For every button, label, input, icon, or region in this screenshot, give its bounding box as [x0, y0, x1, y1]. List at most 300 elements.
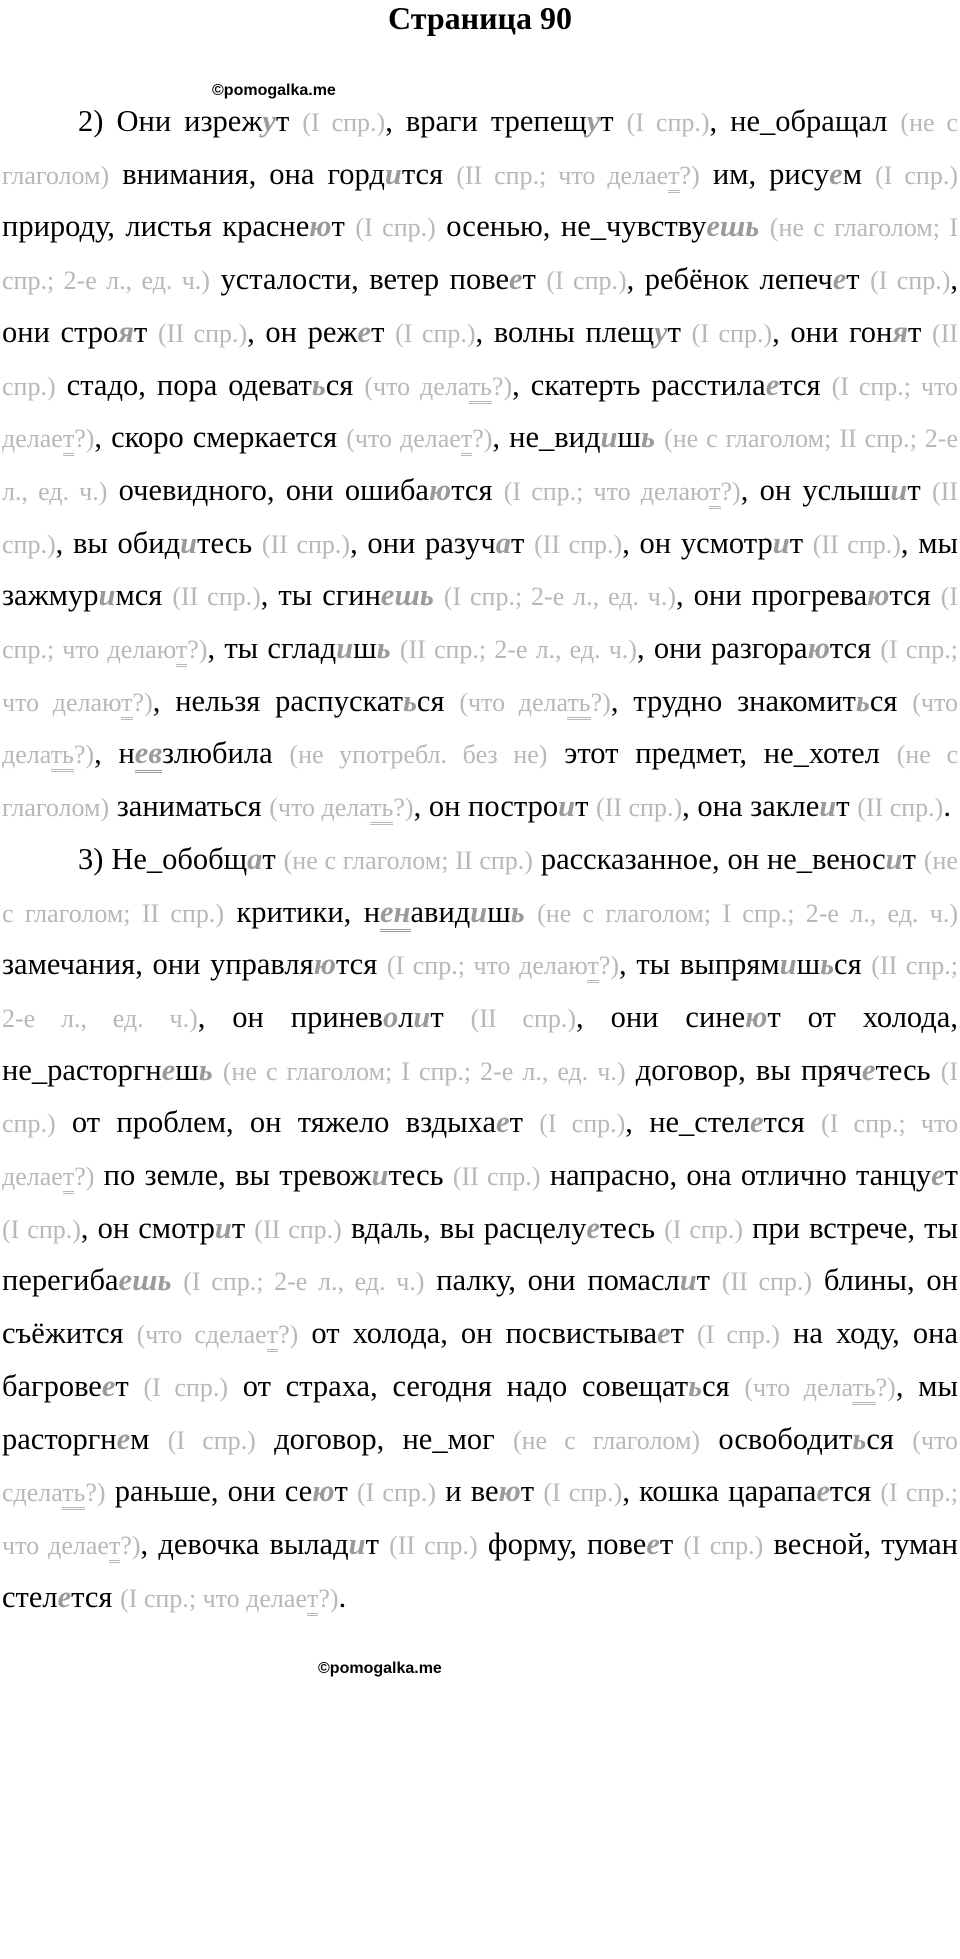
grammar-note: (I спр.; что делаю [2, 582, 959, 665]
highlighted-letter: и [679, 1263, 697, 1298]
text-run: весной, туман стел [2, 1526, 958, 1614]
grammar-note: (I спр.) [2, 1056, 959, 1139]
grammar-note: (II спр.; 2-е л., ед. ч.) [399, 635, 637, 665]
text-run: на ходу, она багрове [2, 1316, 958, 1403]
grammar-note: (не с глаголом) [2, 740, 958, 823]
text-run: т [522, 262, 547, 297]
text-run: напрасно, она отлично танцу [540, 1158, 932, 1193]
text-run: т [430, 999, 471, 1034]
highlighted-letter: ю [745, 999, 768, 1034]
text-run: т [659, 1526, 684, 1561]
text-run: т [262, 841, 284, 876]
text-run: т [667, 314, 692, 349]
highlighted-letter: ю [498, 1474, 521, 1509]
text-run: освободит [700, 1421, 853, 1456]
text-run: ш [175, 1052, 199, 1087]
text-run: , он услыш [740, 472, 891, 507]
highlighted-letter: е [832, 262, 847, 297]
text-run: , не_обращал [709, 104, 901, 138]
text-run: т [944, 1158, 958, 1193]
highlighted-letter: и [600, 420, 618, 455]
grammar-note: (II спр.) [721, 1267, 813, 1297]
paragraph-label: 3) [78, 841, 104, 876]
highlighted-letter: е [496, 1105, 510, 1140]
text-run: ся [325, 367, 365, 402]
grammar-note-underlined: т [668, 161, 679, 193]
text-run: т [600, 104, 627, 138]
highlighted-letter: ешь [706, 209, 760, 244]
highlighted-letter: и [214, 1210, 232, 1245]
text-run: этот предмет, не_хотел [547, 736, 897, 771]
highlighted-letter: и [890, 472, 908, 507]
text-run: ся [834, 947, 872, 982]
text-run: тесь [388, 1158, 453, 1193]
highlighted-letter: е [657, 1316, 671, 1351]
grammar-note-underlined: т [109, 1531, 120, 1563]
text-run: т [365, 1526, 390, 1561]
grammar-note: (I спр.) [870, 266, 951, 296]
text-run: очевидного, они ошиба [107, 472, 429, 507]
highlighted-letter: ю [312, 1474, 335, 1509]
grammar-note: (II спр.) [261, 529, 351, 559]
text-run: , он усмотр [622, 525, 773, 560]
grammar-note: (I спр.) [543, 1478, 623, 1508]
page-title: Страница 90 [388, 0, 572, 36]
highlighted-letter: у [262, 104, 276, 138]
highlighted-letter: и [336, 631, 354, 666]
text-run: по земле, вы тревож [94, 1158, 372, 1193]
text-run: форму, пове [477, 1526, 647, 1561]
grammar-note: (I спр.) [697, 1320, 780, 1350]
grammar-note: (не с глаголом; II спр.; 2-е л., ед. ч.) [2, 424, 959, 506]
grammar-note: (не с глаголом; I спр.; 2-е л., ед. ч.) [2, 213, 959, 296]
text-run: т [846, 262, 871, 297]
text-run: и ве [436, 1474, 499, 1509]
grammar-note: ?) [393, 793, 414, 823]
grammar-note-underlined: т [63, 1162, 74, 1194]
grammar-note: (I спр.; что делаю [386, 951, 588, 981]
grammar-note: (I спр.) [546, 266, 627, 296]
grammar-note: (II спр.; что делае [456, 160, 669, 190]
text-run: , н [94, 736, 135, 771]
grammar-note: (I спр.) [355, 213, 436, 243]
text-run: тся [401, 156, 457, 191]
highlighted-letter-underlined: ев [135, 736, 162, 773]
text-run: заниматься [109, 789, 270, 824]
highlighted-letter: ь [852, 1421, 867, 1456]
text-run: , мы расторгн [2, 1368, 958, 1456]
grammar-note: (II спр.) [470, 1003, 577, 1033]
grammar-note-underlined: т [121, 688, 132, 720]
grammar-note: (II спр.) [857, 793, 944, 823]
highlighted-letter: е [646, 1526, 660, 1561]
grammar-note: (что дела [269, 793, 371, 823]
grammar-note: (I спр.; что делаю [2, 635, 958, 717]
highlighted-letter: и [413, 999, 431, 1034]
highlighted-letter: е [357, 314, 372, 349]
grammar-note: (II спр.) [2, 318, 959, 401]
highlighted-letter: я [892, 314, 909, 349]
text-run: . [338, 1579, 347, 1614]
text-run: т [511, 525, 535, 560]
grammar-note: (I спр.) [2, 1214, 81, 1244]
grammar-note: ?) [598, 951, 620, 981]
text-run: т [908, 314, 933, 349]
highlighted-letter: и [180, 525, 198, 560]
highlighted-letter: е [116, 1421, 131, 1456]
grammar-note: (I спр.; 2-е л., ед. ч.) [183, 1267, 425, 1297]
text-run: усталости, ветер пове [209, 262, 509, 297]
text-run: ся [866, 1421, 913, 1456]
text-run: Не_обобщ [111, 841, 248, 876]
highlighted-letter: е [816, 1474, 830, 1509]
text-run: им, рису [699, 156, 830, 191]
text-run: ш [796, 947, 821, 982]
grammar-note-underlined: ть [62, 1478, 85, 1510]
highlighted-letter: е [101, 1368, 116, 1403]
highlighted-letter: е [829, 156, 843, 191]
text-run: , он смотр [80, 1210, 215, 1245]
text-run: , скоро смеркается [94, 420, 347, 455]
text-run [213, 1053, 223, 1087]
text-run: тся [335, 947, 387, 982]
text-run: внимания, она горд [109, 156, 385, 191]
grammar-note: (I спр.; что делае [2, 1478, 958, 1560]
text-run: , она заклe [682, 789, 820, 824]
text-run: тся [889, 578, 941, 613]
text-run: тся [829, 1474, 881, 1509]
text-run: т [509, 1105, 540, 1140]
text-run [525, 895, 537, 929]
text-run: ся [416, 683, 460, 718]
paragraph-content [2, 842, 958, 1614]
grammar-note-underlined: ть [370, 793, 393, 825]
highlighted-letter: ь [311, 367, 326, 402]
text-run: договор, не_мог [255, 1421, 513, 1456]
text-run: блины, он съёжится [2, 1263, 958, 1351]
text-run: вдаль, вы расцелу [341, 1210, 587, 1245]
grammar-note: ?) [73, 740, 95, 770]
paragraph-content [2, 104, 958, 823]
text-run: от проблем, он тяжело вздыха [55, 1105, 497, 1140]
paragraph-2 [2, 96, 958, 834]
text-run: т [907, 472, 932, 507]
highlighted-letter: е [931, 1158, 945, 1193]
highlighted-letter: ю [309, 209, 332, 244]
text-run: т [789, 525, 813, 560]
grammar-note: ?) [74, 424, 95, 454]
grammar-note: ?) [74, 1162, 95, 1192]
grammar-note: (I спр.) [626, 108, 710, 137]
watermark: ©pomogalka.me [318, 1660, 442, 1677]
highlighted-letter: а [247, 841, 263, 876]
text-run: т [275, 104, 303, 138]
grammar-note-underlined: т [267, 1320, 278, 1352]
text-run [434, 578, 444, 612]
highlighted-letter: ю [867, 578, 890, 613]
grammar-note: (не с глаголом; II спр.) [283, 845, 533, 875]
grammar-note: (II спр.; 2-е л., ед. ч.) [2, 951, 958, 1033]
grammar-note: (II спр.) [158, 318, 248, 348]
text-run: палку, они помасл [424, 1263, 680, 1298]
highlighted-letter: е [749, 1105, 764, 1140]
grammar-note: (не употребл. без не) [289, 740, 548, 770]
grammar-note: (не с глаголом; I спр.; 2-е л., ед. ч.) [537, 898, 958, 928]
grammar-note-underlined: т [307, 1584, 318, 1616]
highlighted-letter: о [382, 999, 399, 1034]
grammar-note: ?) [132, 687, 153, 717]
highlighted-letter: ешь [380, 578, 434, 613]
grammar-note: (что дела [364, 371, 469, 401]
highlighted-letter: у [586, 104, 601, 138]
grammar-note: (I спр.) [167, 1425, 256, 1455]
highlighted-letter: ь [855, 683, 870, 718]
text-run: т [520, 1474, 544, 1509]
highlighted-letter-underlined: ен [380, 895, 410, 932]
text-run: т [696, 1263, 722, 1298]
grammar-note: (I спр.; что делае [2, 371, 959, 454]
text-run: ся [869, 683, 913, 718]
text-run: мся [115, 578, 173, 613]
grammar-note: (II спр.) [254, 1214, 342, 1244]
grammar-note: ?) [491, 371, 513, 401]
highlighted-letter: ь [820, 947, 835, 982]
text-run: тесь [875, 1052, 941, 1087]
highlighted-letter: и [772, 525, 790, 560]
highlighted-letter: е [586, 1210, 600, 1245]
text-run: договор, вы пряч [625, 1052, 862, 1087]
grammar-note: ?) [85, 1478, 106, 1508]
paragraph-label: 2) [78, 104, 104, 138]
text-run: т [231, 1210, 255, 1245]
highlighted-letter: ю [313, 947, 336, 982]
grammar-note-underlined: ть [852, 1373, 875, 1405]
text-run: , он принев [197, 999, 383, 1034]
text-run: т от холода, не_расторгн [2, 999, 958, 1087]
text-run: , они гон [772, 314, 893, 349]
grammar-note: (II спр.) [596, 793, 683, 823]
grammar-note: (I спр.; что делае [120, 1583, 307, 1613]
text-run: т [836, 789, 858, 824]
highlighted-letter: и [779, 947, 797, 982]
grammar-note: (не с глаголом) [2, 108, 958, 190]
grammar-note: ?) [318, 1583, 339, 1613]
text-run: ш [487, 894, 511, 929]
highlighted-letter: е [57, 1579, 72, 1614]
text-run [759, 209, 770, 243]
paragraph-3 [2, 834, 958, 1625]
text-run: , ты выпрям [619, 947, 780, 982]
text-run [171, 1263, 183, 1297]
text-run: тся [829, 631, 881, 666]
text-run: тся [451, 472, 504, 507]
text-run: , нельзя распускат [152, 683, 403, 718]
grammar-note-underlined: ть [567, 688, 590, 720]
text-run: осенью, не_чувству [435, 209, 707, 244]
grammar-note-underlined: т [461, 424, 472, 456]
text-run: т [331, 209, 356, 244]
highlighted-letter: я [118, 314, 135, 349]
text-run: т [902, 841, 924, 876]
grammar-note: (I спр.) [395, 318, 476, 348]
text-run: м [130, 1421, 168, 1456]
grammar-note: (II спр.) [812, 529, 901, 559]
highlighted-letter: ь [640, 420, 655, 455]
text-run: т [670, 1316, 698, 1351]
text-run: т [134, 314, 159, 349]
grammar-note: ?) [679, 160, 700, 190]
text-run: тесь [599, 1210, 665, 1245]
text-run: стадо, пора одеват [55, 367, 312, 402]
watermark: ©pomogalka.me [212, 82, 336, 99]
text-run: т [371, 314, 396, 349]
grammar-note: (что дела [459, 687, 568, 717]
text-run: , кошка царапа [622, 1474, 817, 1509]
highlighted-letter: и [885, 841, 903, 876]
highlighted-letter: и [371, 1158, 389, 1193]
text-run: от страха, сегодня надо совещат [228, 1368, 689, 1403]
text-run: , они разуч [350, 525, 496, 560]
text-run: , трудно знакомит [610, 683, 856, 718]
text-run: , ребёнок лепеч [626, 262, 833, 297]
grammar-note: (I спр.) [664, 1214, 743, 1244]
text-run: ш [617, 420, 641, 455]
grammar-note: (что делае [346, 424, 461, 454]
text-run: , он реж [247, 314, 358, 349]
highlighted-letter: ь [198, 1052, 213, 1087]
text-run: т [575, 789, 597, 824]
grammar-note: ?) [120, 1530, 141, 1560]
grammar-note: ?) [472, 424, 493, 454]
text-run: ш [353, 631, 377, 666]
grammar-note-underlined: ть [469, 372, 492, 404]
text-run: при встрече, ты перегиба [2, 1210, 958, 1298]
grammar-note: (I спр.) [683, 1530, 764, 1560]
highlighted-letter: е [161, 1052, 176, 1087]
text-run: , они стро [2, 262, 958, 349]
grammar-note: (что сдела [2, 1425, 958, 1508]
grammar-note: (что сделае [136, 1320, 267, 1350]
highlighted-letter: ь [510, 894, 525, 929]
grammar-note: (II спр.) [172, 582, 261, 612]
grammar-note: (I спр.) [875, 160, 958, 190]
text-run: л [398, 999, 414, 1034]
grammar-note: ?) [187, 635, 208, 665]
grammar-note: (I спр.; 2-е л., ед. ч.) [443, 582, 676, 612]
text-run: , он постро [413, 789, 559, 824]
text-run: . [943, 789, 951, 824]
grammar-note: (не с глаголом; I спр.; 2-е л., ед. ч.) [222, 1056, 626, 1086]
highlighted-letter: и [558, 789, 576, 824]
grammar-note: (I спр.) [143, 1372, 229, 1402]
text-run: критики, н [224, 894, 381, 929]
grammar-note: ?) [590, 687, 611, 717]
highlighted-letter: у [654, 314, 668, 349]
text-run: природу, листья красне [2, 209, 310, 244]
highlighted-letter: ь [402, 683, 417, 718]
grammar-note: (I спр.) [539, 1109, 626, 1139]
text-run: т [334, 1474, 358, 1509]
text-run [391, 631, 400, 665]
grammar-note: (не с глаголом; II спр.) [2, 845, 958, 928]
highlighted-letter: и [384, 156, 402, 191]
text-run: , не_вид [492, 420, 601, 455]
text-run: , ты сгин [260, 578, 381, 613]
grammar-note: (что дела [2, 687, 958, 770]
text-run: тся [763, 1105, 822, 1140]
text-run: , не_стел [625, 1105, 750, 1140]
highlighted-letter: ь [688, 1368, 703, 1403]
highlighted-letter: ю [428, 472, 452, 507]
text-run [655, 420, 664, 454]
grammar-note: (не с глаголом) [512, 1425, 701, 1455]
text-run: тся [779, 367, 832, 402]
grammar-note: ?) [278, 1320, 299, 1350]
grammar-note-underlined: т [176, 635, 187, 667]
text-run: , они прогрева [676, 578, 868, 613]
grammar-note: ?) [720, 476, 741, 506]
text-run: раньше, они се [105, 1474, 313, 1509]
text-run: , волны плещ [475, 314, 655, 349]
highlighted-letter: и [348, 1526, 366, 1561]
grammar-note: ?) [875, 1372, 896, 1402]
text-run: Они изреж [116, 104, 263, 138]
text-run: тся [71, 1579, 121, 1614]
text-run: злюбила [161, 736, 290, 771]
document-body [2, 96, 958, 1624]
grammar-note: (I спр.) [357, 1478, 437, 1508]
text-run: ся [702, 1368, 745, 1403]
text-run: тесь [197, 525, 262, 560]
highlighted-letter: е [765, 367, 780, 402]
grammar-note: (II спр.) [389, 1530, 478, 1560]
grammar-note: (что дела [744, 1372, 853, 1402]
text-run: , ты сглад [207, 631, 337, 666]
grammar-note: (I спр.) [691, 318, 773, 348]
highlighted-letter: ешь [118, 1263, 172, 1298]
grammar-note-underlined: ть [51, 740, 74, 772]
text-run: , враги трепещ [385, 104, 587, 138]
grammar-note-underlined: т [63, 424, 74, 456]
grammar-note-underlined: т [587, 951, 598, 983]
text-run: , вы обид [55, 525, 181, 560]
grammar-note: (I спр.; что делае [2, 1109, 958, 1192]
highlighted-letter: а [495, 525, 512, 560]
text-run: , они сине [576, 999, 746, 1034]
grammar-note: (II спр.) [452, 1162, 541, 1192]
text-run: авид [410, 894, 471, 929]
highlighted-letter: и [470, 894, 488, 929]
highlighted-letter: ь [376, 631, 391, 666]
highlighted-letter: е [861, 1052, 876, 1087]
text-run: , мы зажмур [2, 525, 959, 613]
text-run: , девочка вылад [140, 1526, 349, 1561]
highlighted-letter: и [98, 578, 116, 613]
text-run: т [115, 1368, 144, 1403]
highlighted-letter: ю [807, 631, 830, 666]
grammar-note-underlined: т [709, 477, 720, 509]
text-run: рассказанное, он не_венос [532, 841, 886, 876]
grammar-note: (II спр.) [534, 529, 623, 559]
text-run: м [842, 156, 876, 191]
text-run: замечания, они управля [2, 947, 314, 982]
grammar-note: (II спр.) [2, 476, 958, 559]
grammar-note: (I спр.; что делаю [503, 476, 710, 506]
text-run: , скатерть расстила [512, 367, 766, 402]
highlighted-letter: е [508, 262, 523, 297]
highlighted-letter: и [819, 789, 837, 824]
grammar-note: (I спр.) [302, 108, 386, 137]
